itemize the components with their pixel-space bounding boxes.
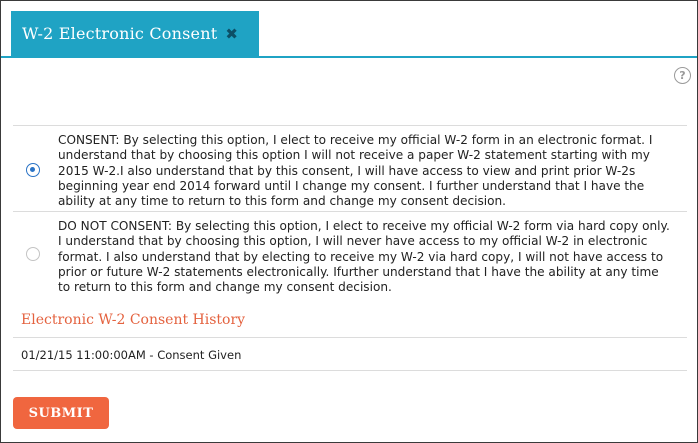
consent-option-text: CONSENT: By selecting this option, I elect to receive my official W-2 form in an electronic format. I understand that by choosing this option I will not receive a paper W-2 statement starting with my 2015 W-2.I also understand that by this consent, I will have access to view and print prior W-2s beginning year end 2014 forward until I change my consent. I further understand that I have the ability at any time to return to this form and change my consent decision.	[58, 133, 653, 209]
submit-button[interactable]: SUBMIT	[13, 397, 109, 429]
consent-history-title: Electronic W-2 Consent History	[21, 312, 246, 328]
divider	[13, 211, 687, 212]
consent-radio[interactable]	[26, 163, 40, 177]
do-not-consent-option-text: DO NOT CONSENT: By selecting this option, I elect to receive my official W-2 form via hard copy only. I understand that by choosing this option, I will never have access to my official W-2 in electronic format. I also understand that by electing to receive my W-2 via hard copy, I will not have access to prior or future W-2 statements electronically. Ifurther understand that I have the ability at any time to return to this form and change my consent decision.	[58, 219, 670, 295]
divider	[13, 337, 687, 338]
tab-bar	[1, 11, 697, 58]
do-not-consent-option[interactable]	[21, 219, 681, 295]
divider	[13, 125, 687, 126]
close-icon[interactable]: ✖	[225, 24, 238, 43]
do-not-consent-radio[interactable]	[26, 247, 40, 261]
divider	[13, 370, 687, 371]
tab-title: W-2 Electronic Consent	[22, 24, 218, 43]
help-icon[interactable]: ?	[674, 67, 691, 84]
history-entry: 01/21/15 11:00:00AM - Consent Given	[21, 348, 242, 362]
tab-w2-electronic-consent[interactable]	[11, 11, 259, 56]
consent-option[interactable]	[21, 133, 681, 209]
